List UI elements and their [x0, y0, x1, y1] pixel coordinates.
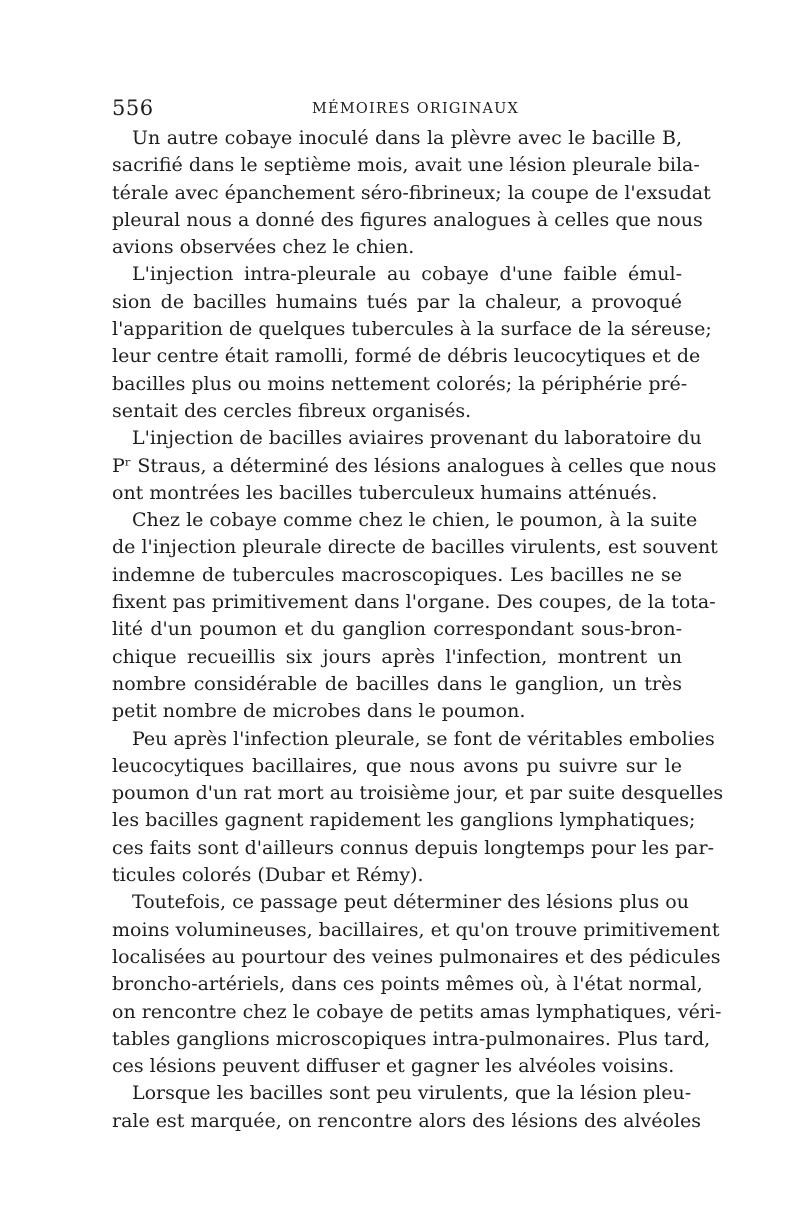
paragraph — [112, 726, 724, 890]
text-line: poumon d'un rat mort au troisième jour, et par suite desquelles — [112, 782, 724, 805]
text-line: pleural nous a donné des figures analogues à celles que nous — [112, 208, 703, 231]
text-line: Lorsque les bacilles sont peu virulents, que la lésion pleu- — [132, 1082, 692, 1105]
paragraph — [112, 889, 722, 1080]
paragraph — [112, 125, 711, 261]
running-head — [112, 96, 688, 124]
text-line: rale est marquée, on rencontre alors des lésions des alvéoles — [112, 1109, 702, 1132]
text-line: localisées au pourtour des veines pulmonaires et des pédicules — [112, 945, 721, 968]
text-line: térale avec épanchement séro-fibrineux; la coupe de l'exsudat — [112, 181, 711, 204]
text-line: on rencontre chez le cobaye de petits amas lymphatiques, véri- — [112, 1000, 722, 1023]
text-line: ticules colorés (Dubar et Rémy). — [112, 864, 424, 887]
text-line: ces lésions peuvent diffuser et gagner les alvéoles voisins. — [112, 1055, 675, 1078]
text-line: nombre considérable de bacilles dans le ganglion, un très — [112, 672, 682, 695]
page-number: 556 — [112, 96, 154, 120]
text-line: Pʳ Straus, a déterminé des lésions analogues à celles que nous — [112, 454, 717, 477]
text-line: Chez le cobaye comme chez le chien, le poumon, à la suite — [132, 509, 698, 532]
paragraph — [112, 1080, 702, 1135]
running-title: MÉMOIRES ORIGINAUX — [312, 101, 520, 117]
text-line: L'injection intra-pleurale au cobaye d'une faible émul- — [132, 263, 682, 286]
text-line: petit nombre de microbes dans le poumon. — [112, 700, 526, 723]
text-line: moins volumineuses, bacillaires, et qu'on trouve primitivement — [112, 918, 720, 941]
text-line: tables ganglions microscopiques intra-pulmonaires. Plus tard, — [112, 1027, 711, 1050]
text-line: Un autre cobaye inoculé dans la plèvre avec le bacille B, — [132, 127, 682, 149]
text-line: les bacilles gagnent rapidement les ganglions lymphatiques; — [112, 809, 696, 832]
text-line: lité d'un poumon et du ganglion correspondant sous-bron- — [112, 618, 682, 641]
paragraph — [112, 261, 712, 425]
paragraph — [112, 425, 717, 507]
text-line: sion de bacilles humains tués par la chaleur, a provoqué — [112, 290, 682, 313]
text-line: chique recueillis six jours après l'infection, montrent un — [112, 645, 682, 668]
text-line: leucocytiques bacillaires, que nous avons pu suivre sur le — [112, 754, 682, 777]
paragraph — [112, 507, 718, 725]
text-line: fixent pas primitivement dans l'organe. Des coupes, de la tota- — [112, 591, 716, 614]
text-line: L'injection de bacilles aviaires provenant du laboratoire du — [132, 427, 702, 450]
text-line: broncho-artériels, dans ces points mêmes où, à l'état normal, — [112, 973, 703, 996]
text-line: avions observées chez le chien. — [112, 236, 415, 259]
text-line: indemne de tubercules macroscopiques. Les bacilles ne se — [112, 563, 682, 586]
text-line: bacilles plus ou moins nettement colorés; la périphérie pré- — [112, 372, 688, 395]
text-line: Peu après l'infection pleurale, se font de véritables embolies — [132, 727, 715, 750]
text-line: de l'injection pleurale directe de bacilles virulents, est souvent — [112, 536, 718, 559]
text-line: ces faits sont d'ailleurs connus depuis longtemps pour les par- — [112, 836, 715, 859]
text-line: leur centre était ramolli, formé de débris leucocytiques et de — [112, 345, 701, 368]
text-line: ont montrées les bacilles tuberculeux humains atténués. — [112, 481, 658, 504]
body-text — [112, 125, 724, 1135]
text-line: Toutefois, ce passage peut déterminer des lésions plus ou — [132, 891, 689, 914]
text-line: sentait des cercles fibreux organisés. — [112, 399, 472, 422]
text-line: sacrifié dans le septième mois, avait une lésion pleurale bila- — [112, 154, 700, 177]
text-line: l'apparition de quelques tubercules à la surface de la séreuse; — [112, 318, 712, 341]
